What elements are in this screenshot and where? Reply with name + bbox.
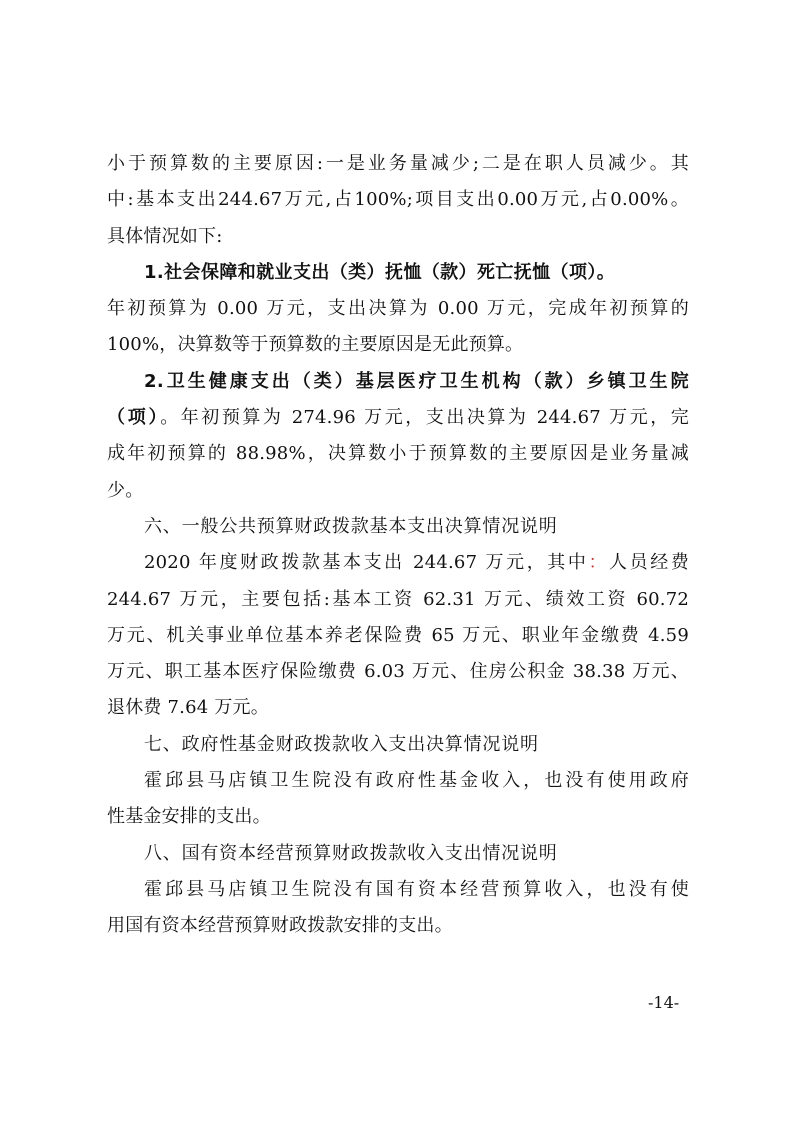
paragraph-line: 霍邱县马店镇卫生院没有政府性基金收入，也没有使用政府: [144, 770, 689, 792]
section-6-text: 2020 年度财政拨款基本支出 244.67 万元，其中: [144, 552, 589, 574]
item-2-title: 2.卫生健康支出（类）基层医疗卫生机构（款）乡镇卫生院: [144, 370, 689, 392]
document-body: [107, 146, 689, 945]
paragraph-line: 具体情况如下:: [107, 225, 223, 247]
paragraph-line: 用国有资本经营预算财政拨款安排的支出。: [107, 915, 453, 937]
paragraph-line: 100%，决算数等于预算数的主要原因是无此预算。: [107, 334, 524, 356]
section-6-heading: 六、一般公共预算财政拨款基本支出决算情况说明: [144, 515, 558, 537]
item-1-title: 1.社会保障和就业支出（类）抚恤（款）死亡抚恤（项）。: [144, 261, 616, 283]
paragraph-line: 少。: [107, 479, 144, 501]
paragraph-line: 244.67 万元，主要包括:基本工资 62.31 万元、绩效工资 60.72: [107, 588, 689, 610]
page-number: -14-: [648, 993, 680, 1012]
paragraph-line: 年初预算为 0.00 万元，支出决算为 0.00 万元，完成年初预算的: [107, 298, 689, 320]
paragraph-line: 成年初预算的 88.98%，决算数小于预算数的主要原因是业务量减: [107, 443, 689, 465]
section-6-text: 人员经费: [609, 552, 689, 574]
paragraph-line: 中:基本支出244.67万元,占100%;项目支出0.00万元,占0.00%。: [107, 189, 689, 211]
item-2-text: 。年初预算为 274.96 万元，支出决算为 244.67 万元，完: [160, 407, 689, 429]
paragraph-line: 退休费 7.64 万元。: [107, 697, 269, 719]
paragraph-line: [107, 400, 689, 436]
paragraph-line: 万元、机关事业单位基本养老保险费 65 万元、职业年金缴费 4.59: [107, 624, 689, 646]
section-7-heading: 七、政府性基金财政拨款收入支出决算情况说明: [144, 733, 539, 755]
item-2-title-end: （项）: [107, 407, 161, 429]
section-8-heading: 八、国有资本经营预算财政拨款收入支出情况说明: [144, 842, 558, 864]
section-6-colon: ：: [588, 552, 610, 574]
paragraph-line: 万元、职工基本医疗保险缴费 6.03 万元、住房公积金 38.38 万元、: [107, 661, 689, 683]
paragraph-line: 性基金安排的支出。: [107, 806, 271, 828]
paragraph-line: 小于预算数的主要原因:一是业务量减少;二是在职人员减少。其: [107, 153, 689, 174]
paragraph-line: 霍邱县马店镇卫生院没有国有资本经营预算收入，也没有使: [144, 878, 689, 900]
paragraph-line: [107, 545, 689, 581]
